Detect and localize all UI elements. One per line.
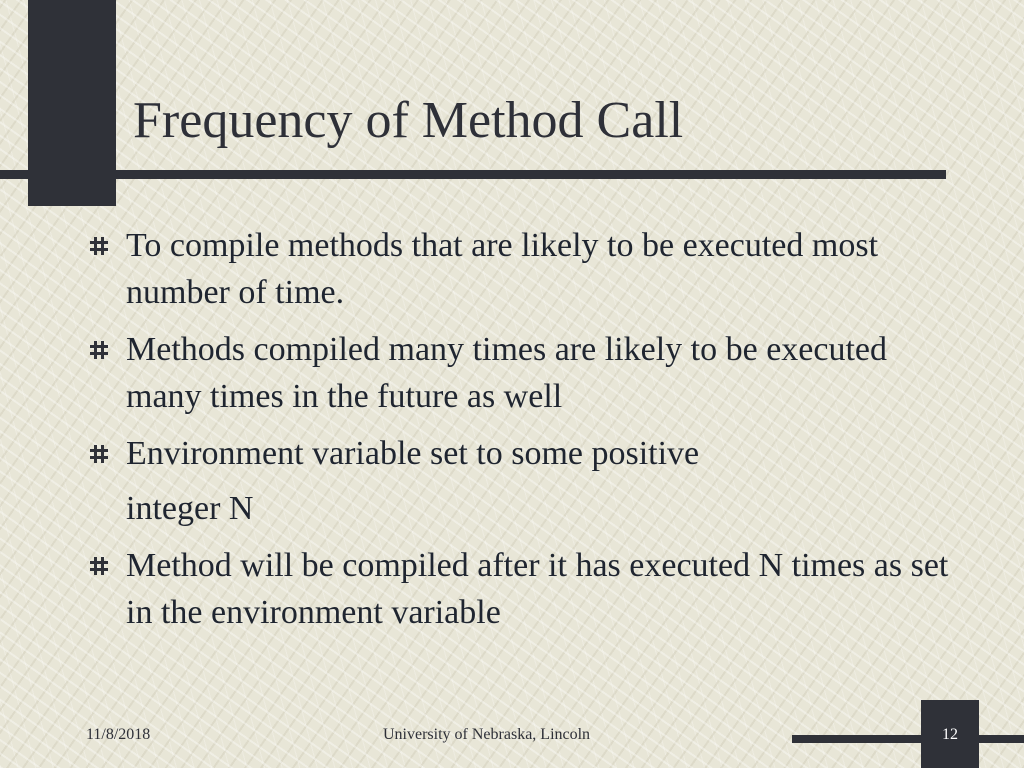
bullet-item (90, 542, 950, 636)
footer-institution: University of Nebraska, Lincoln (383, 726, 591, 743)
footer-date: 11/8/2018 (86, 726, 151, 743)
slide-title: Frequency of Method Call (133, 92, 684, 149)
bullet-list (90, 222, 950, 646)
bullet-text: integer N (126, 490, 254, 527)
bullet-text: To compile methods that are likely to be executed most number of time. (126, 227, 879, 311)
bullet-text: Method will be compiled after it has executed N times as set in the environment variable (126, 547, 949, 631)
hash-bullet-icon (90, 556, 108, 576)
page-number: 12 (942, 726, 958, 743)
bullet-text: Environment variable set to some positive (126, 435, 700, 472)
hash-bullet-icon (90, 340, 108, 360)
bullet-item (90, 222, 950, 316)
decorative-title-rule (0, 170, 946, 179)
decorative-footer-rule (792, 735, 1024, 743)
bullet-text: Methods compiled many times are likely to be executed many times in the future as well (126, 331, 887, 415)
hash-bullet-icon (90, 444, 108, 464)
hash-bullet-icon (90, 236, 108, 256)
bullet-item (90, 430, 950, 477)
bullet-continuation (90, 485, 950, 532)
bullet-item (90, 326, 950, 420)
